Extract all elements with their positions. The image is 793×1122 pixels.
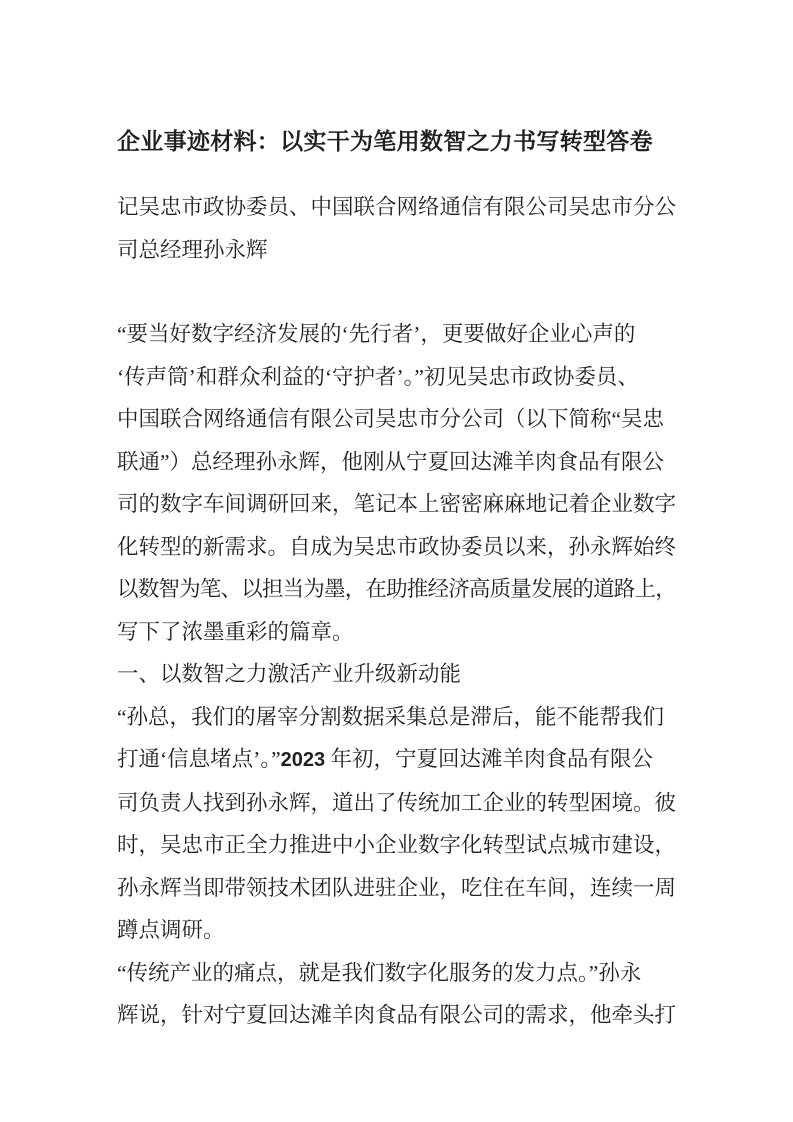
body-line: 时，吴忠市正全力推进中小企业数字化转型试点城市建设， bbox=[117, 833, 677, 857]
body-line: 联通”）总经理孙永辉，他刚从宁夏回达滩羊肉食品有限公 bbox=[117, 449, 665, 474]
body-line bbox=[117, 738, 678, 782]
section-heading: 一、以数智之力激活产业升级新动能 bbox=[117, 662, 462, 686]
document-title: 企业事迹材料：以实干为笔用数智之力书写转型答卷 bbox=[117, 129, 653, 154]
body-line: 化转型的新需求。自成为吴忠市政协委员以来，孙永辉始终 bbox=[117, 534, 677, 559]
body-line: 辉说，针对宁夏回达滩羊肉食品有限公司的需求，他牵头打 bbox=[117, 1003, 677, 1027]
body-line-segment: 年初，宁夏回达滩羊肉食品有限公 bbox=[325, 747, 654, 771]
body-line-segment: 打通‘信息堵点’。” bbox=[117, 747, 281, 771]
byline-paragraph bbox=[117, 186, 678, 271]
body-line: 孙永辉当即带领技术团队进驻企业，吃住在车间，连续一周 bbox=[117, 875, 677, 900]
byline-line: 记吴忠市政协委员、中国联合网络通信有限公司吴忠市分公 bbox=[117, 195, 677, 219]
body-line: 写下了浓墨重彩的篇章。 bbox=[117, 619, 354, 644]
body-line: “要当好数字经济发展的‘先行者’，更要做好企业心声的 bbox=[117, 322, 636, 346]
body-line: “传统产业的痛点，就是我们数字化服务的发力点。”孙永 bbox=[117, 960, 642, 985]
byline-line: 司总经理孙永辉 bbox=[117, 237, 268, 262]
year-number: 2023 bbox=[280, 749, 326, 771]
body-line: 以数智为笔、以担当为墨，在助推经济高质量发展的道路上， bbox=[117, 577, 676, 601]
intro-paragraph bbox=[117, 313, 678, 653]
body-line: 蹲点调研。 bbox=[117, 918, 225, 942]
body-line: “孙总，我们的屠宰分割数据采集总是滞后，能不能帮我们 bbox=[117, 704, 665, 729]
body-line: 司负责人找到孙永辉，道出了传统加工企业的转型困境。彼 bbox=[117, 790, 677, 815]
section1-paragraph bbox=[117, 696, 678, 952]
quote-paragraph bbox=[117, 952, 678, 1037]
body-line: ‘传声筒’和群众利益的‘守护者’。”初见吴忠市政协委员、 bbox=[117, 364, 639, 389]
body-line: 司的数字车间调研回来，笔记本上密密麻麻地记着企业数字 bbox=[117, 492, 677, 516]
body-line: 中国联合网络通信有限公司吴忠市分公司（以下简称“吴忠 bbox=[117, 407, 665, 431]
